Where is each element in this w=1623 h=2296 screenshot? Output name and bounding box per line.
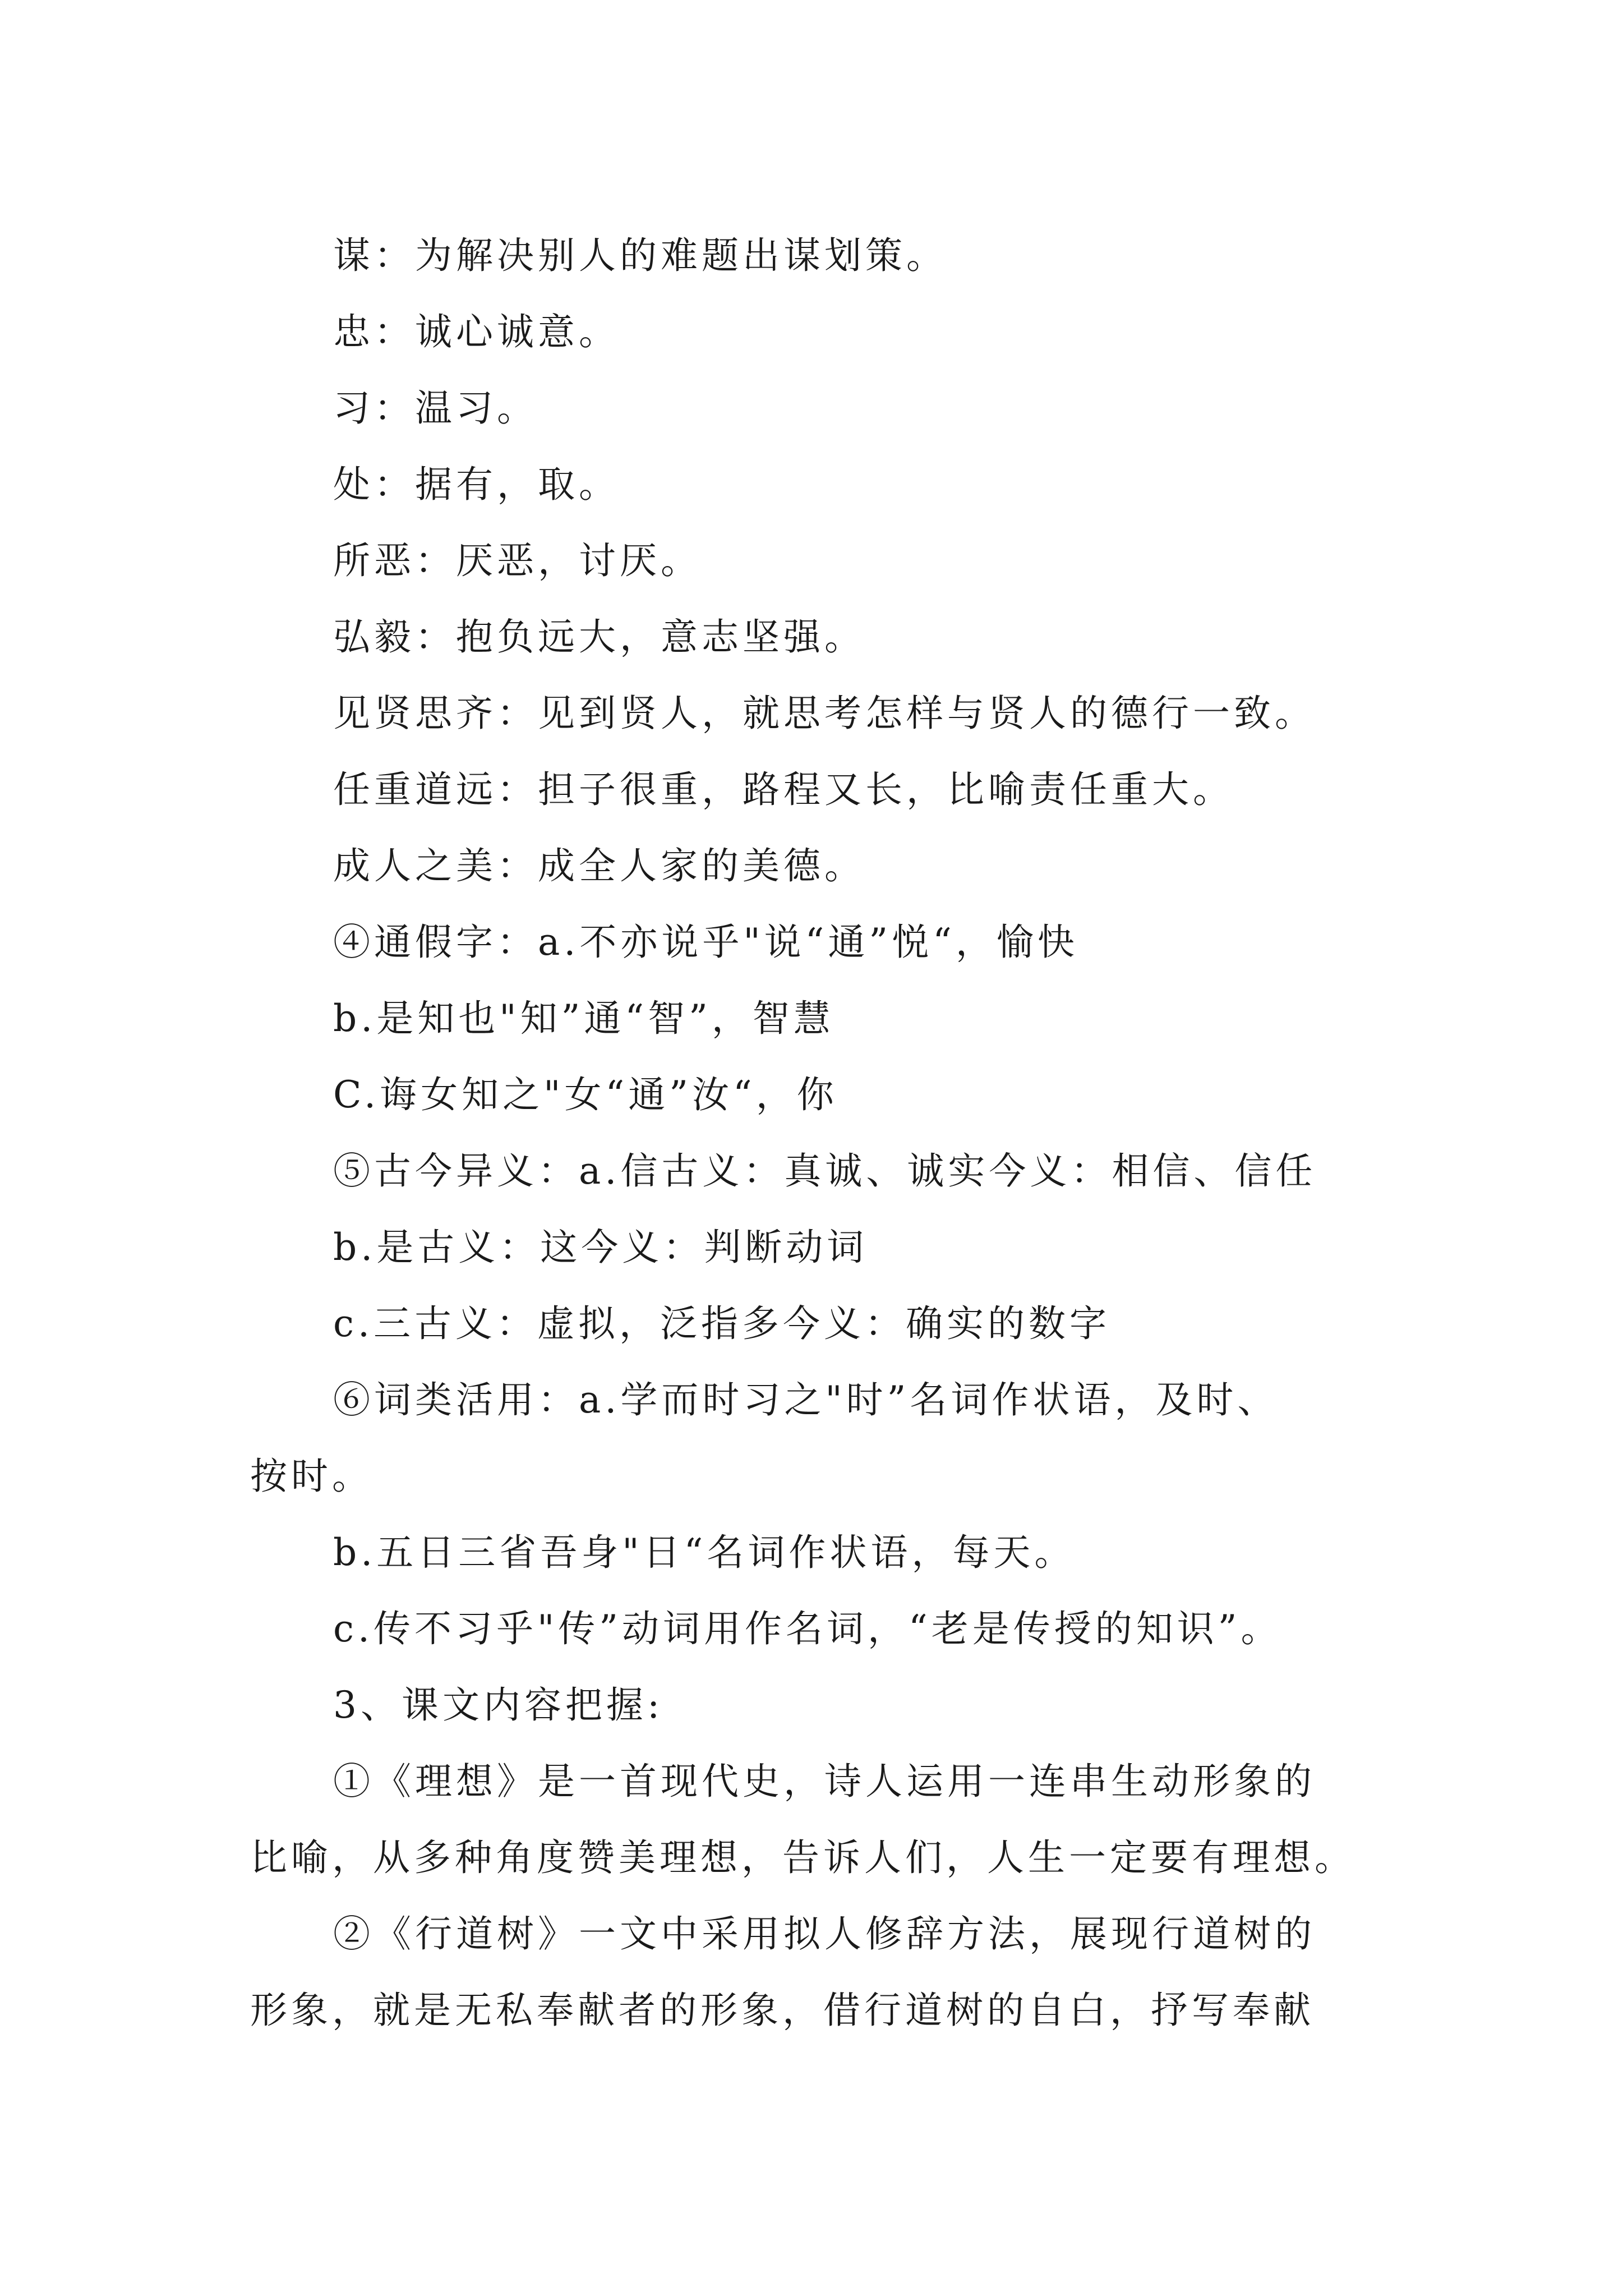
- text-line: 弘毅：抱负远大，意志坚强。: [333, 615, 865, 659]
- text-line: 比喻，从多种角度赞美理想，告诉人们，人生一定要有理想。: [250, 1836, 1355, 1879]
- text-line: C.诲女知之"女“通”汝“，你: [333, 1073, 838, 1116]
- text-line: ⑥词类活用：a.学而时习之"时”名词作状语，及时、: [333, 1378, 1279, 1421]
- document-body: [250, 218, 1405, 2049]
- text-line: ⑤古今异义：a.信古义：真诚、诚实今义：相信、信任: [333, 1149, 1317, 1193]
- text-line: c.传不习乎"传”动词用作名词，“老是传授的知识”。: [333, 1607, 1282, 1650]
- text-line: 谋：为解决别人的难题出谋划策。: [333, 234, 947, 277]
- text-line: 处：据有，取。: [333, 463, 620, 506]
- text-line: 按时。: [250, 1455, 373, 1498]
- text-line: 形象，就是无私奉献者的形象，借行道树的自白，抒写奉献: [250, 1989, 1315, 2032]
- text-line: c.三古义：虚拟，泛指多今义：确实的数字: [333, 1302, 1110, 1345]
- text-line: ①《理想》是一首现代史，诗人运用一连串生动形象的: [333, 1760, 1316, 1803]
- text-line: 任重道远：担子很重，路程又长，比喻责任重大。: [333, 768, 1234, 811]
- text-line: b.五日三省吾身"日“名词作状语，每天。: [333, 1531, 1076, 1574]
- text-line: b.是知也"知”通“智”，智慧: [333, 997, 834, 1040]
- text-line: 所恶：厌恶，讨厌。: [333, 539, 702, 582]
- text-line: b.是古义：这今义：判断动词: [333, 1226, 868, 1269]
- text-line: 习：温习。: [333, 386, 538, 430]
- text-line: 见贤思齐：见到贤人，就思考怎样与贤人的德行一致。: [333, 692, 1316, 735]
- text-line: ②《行道树》一文中采用拟人修辞方法，展现行道树的: [333, 1912, 1316, 1955]
- text-line: 忠：诚心诚意。: [333, 310, 620, 353]
- text-line: ④通假字：a.不亦说乎"说“通”悦“，愉快: [333, 921, 1078, 964]
- section-heading: 3、课文内容把握:: [333, 1683, 664, 1727]
- text-line: 成人之美：成全人家的美德。: [333, 844, 865, 887]
